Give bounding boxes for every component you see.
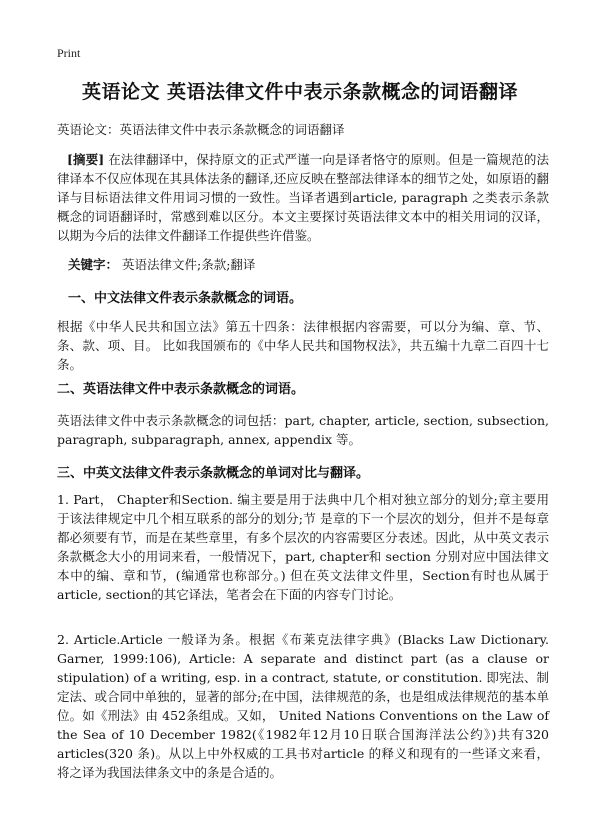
- document-title: 英语论文 英语法律文件中表示条款概念的词语翻译: [81, 81, 519, 103]
- keywords-text: 英语法律文件;条款;翻译: [118, 257, 256, 272]
- section-heading-1: 一、中文法律文件表示条款概念的词语。: [68, 291, 303, 306]
- section-1-paragraph: 根据《中华人民共和国立法》第五十四条：法律根据内容需要，可以分为编、章、节、条、款、项、目。 比如我国颁布的《中华人民共和国物权法》，共五编十九章二百四十七条。: [57, 319, 549, 372]
- print-link[interactable]: Print: [57, 46, 81, 60]
- section-3-paragraph-2: 2. Article.Article 一般译为条。根据《布莱克法律字典》(Blacks Law Dictionary. Garner, 1999:106), Article: A separate and distinct part (as a clause or stipulation) of a writing, esp. in a contract, statute, or constitution. 即宪法、制定法、或合同中单独的，显著的部分;在中国，法律规范的条，也是组成法律规范的基本单位。如《刑法》由 452条组成。又如， United Nations Conventions on the Law of the Sea of 10 December 1982(《1982年12月10日联合国海洋法公约》)共有320 articles(320 条)。从以上中外权威的工具书对article 的释义和现有的一些译文来看，将之译为我国法律条文中的条是合适的。: [57, 632, 549, 780]
- document-subtitle: 英语论文：英语法律文件中表示条款概念的词语翻译: [57, 122, 345, 137]
- keywords-line: [68, 255, 560, 274]
- keywords-tag: 关键字：: [68, 257, 119, 272]
- abstract-paragraph: [57, 150, 549, 245]
- abstract-tag: [摘要]: [67, 152, 105, 167]
- section-2-paragraph: 英语法律文件中表示条款概念的词包括：part, chapter, article, section, subsection, paragraph, subparagraph, annex, appendix 等。: [57, 413, 549, 447]
- section-heading-2: 二、英语法律文件中表示条款概念的词语。: [57, 382, 305, 397]
- section-3-paragraph-1: 1. Part， Chapter和Section. 编主要是用于法典中几个相对独立部分的划分;章主要用于该法律规定中几个相互联系的部分的划分;节 是章的下一个层次的划分，但并不是每章都必须要有节，而是在某些章里，有多个层次的内容需要区分表述。因此，从中英文表示条款概念大小的用词来看，一般情况下，part, chapter和 section 分别对应中国法律文本中的编、章和节，(编通常也称部分。) 但在英文法律文件里，Section有时也从属于article, section的其它译法，笔者会在下面的内容专门讨论。: [57, 492, 549, 602]
- abstract-text: 在法律翻译中，保持原文的正式严谨一向是译者恪守的原则。但是一篇规范的法律译本不仅应体现在其具体法条的翻译,还应反映在整部法律译本的细节之处，如原语的翻译与目标语法律文件用词习惯的一致性。当译者遇到article, paragraph 之类表示条款概念的词语翻译时，常感到难以区分。本文主要探讨英语法律文本中的相关用词的汉译，以期为今后的法律文件翻译工作提供些许借鉴。: [57, 152, 549, 243]
- section-heading-3: 三、中英文法律文件表示条款概念的单词对比与翻译。: [57, 466, 370, 481]
